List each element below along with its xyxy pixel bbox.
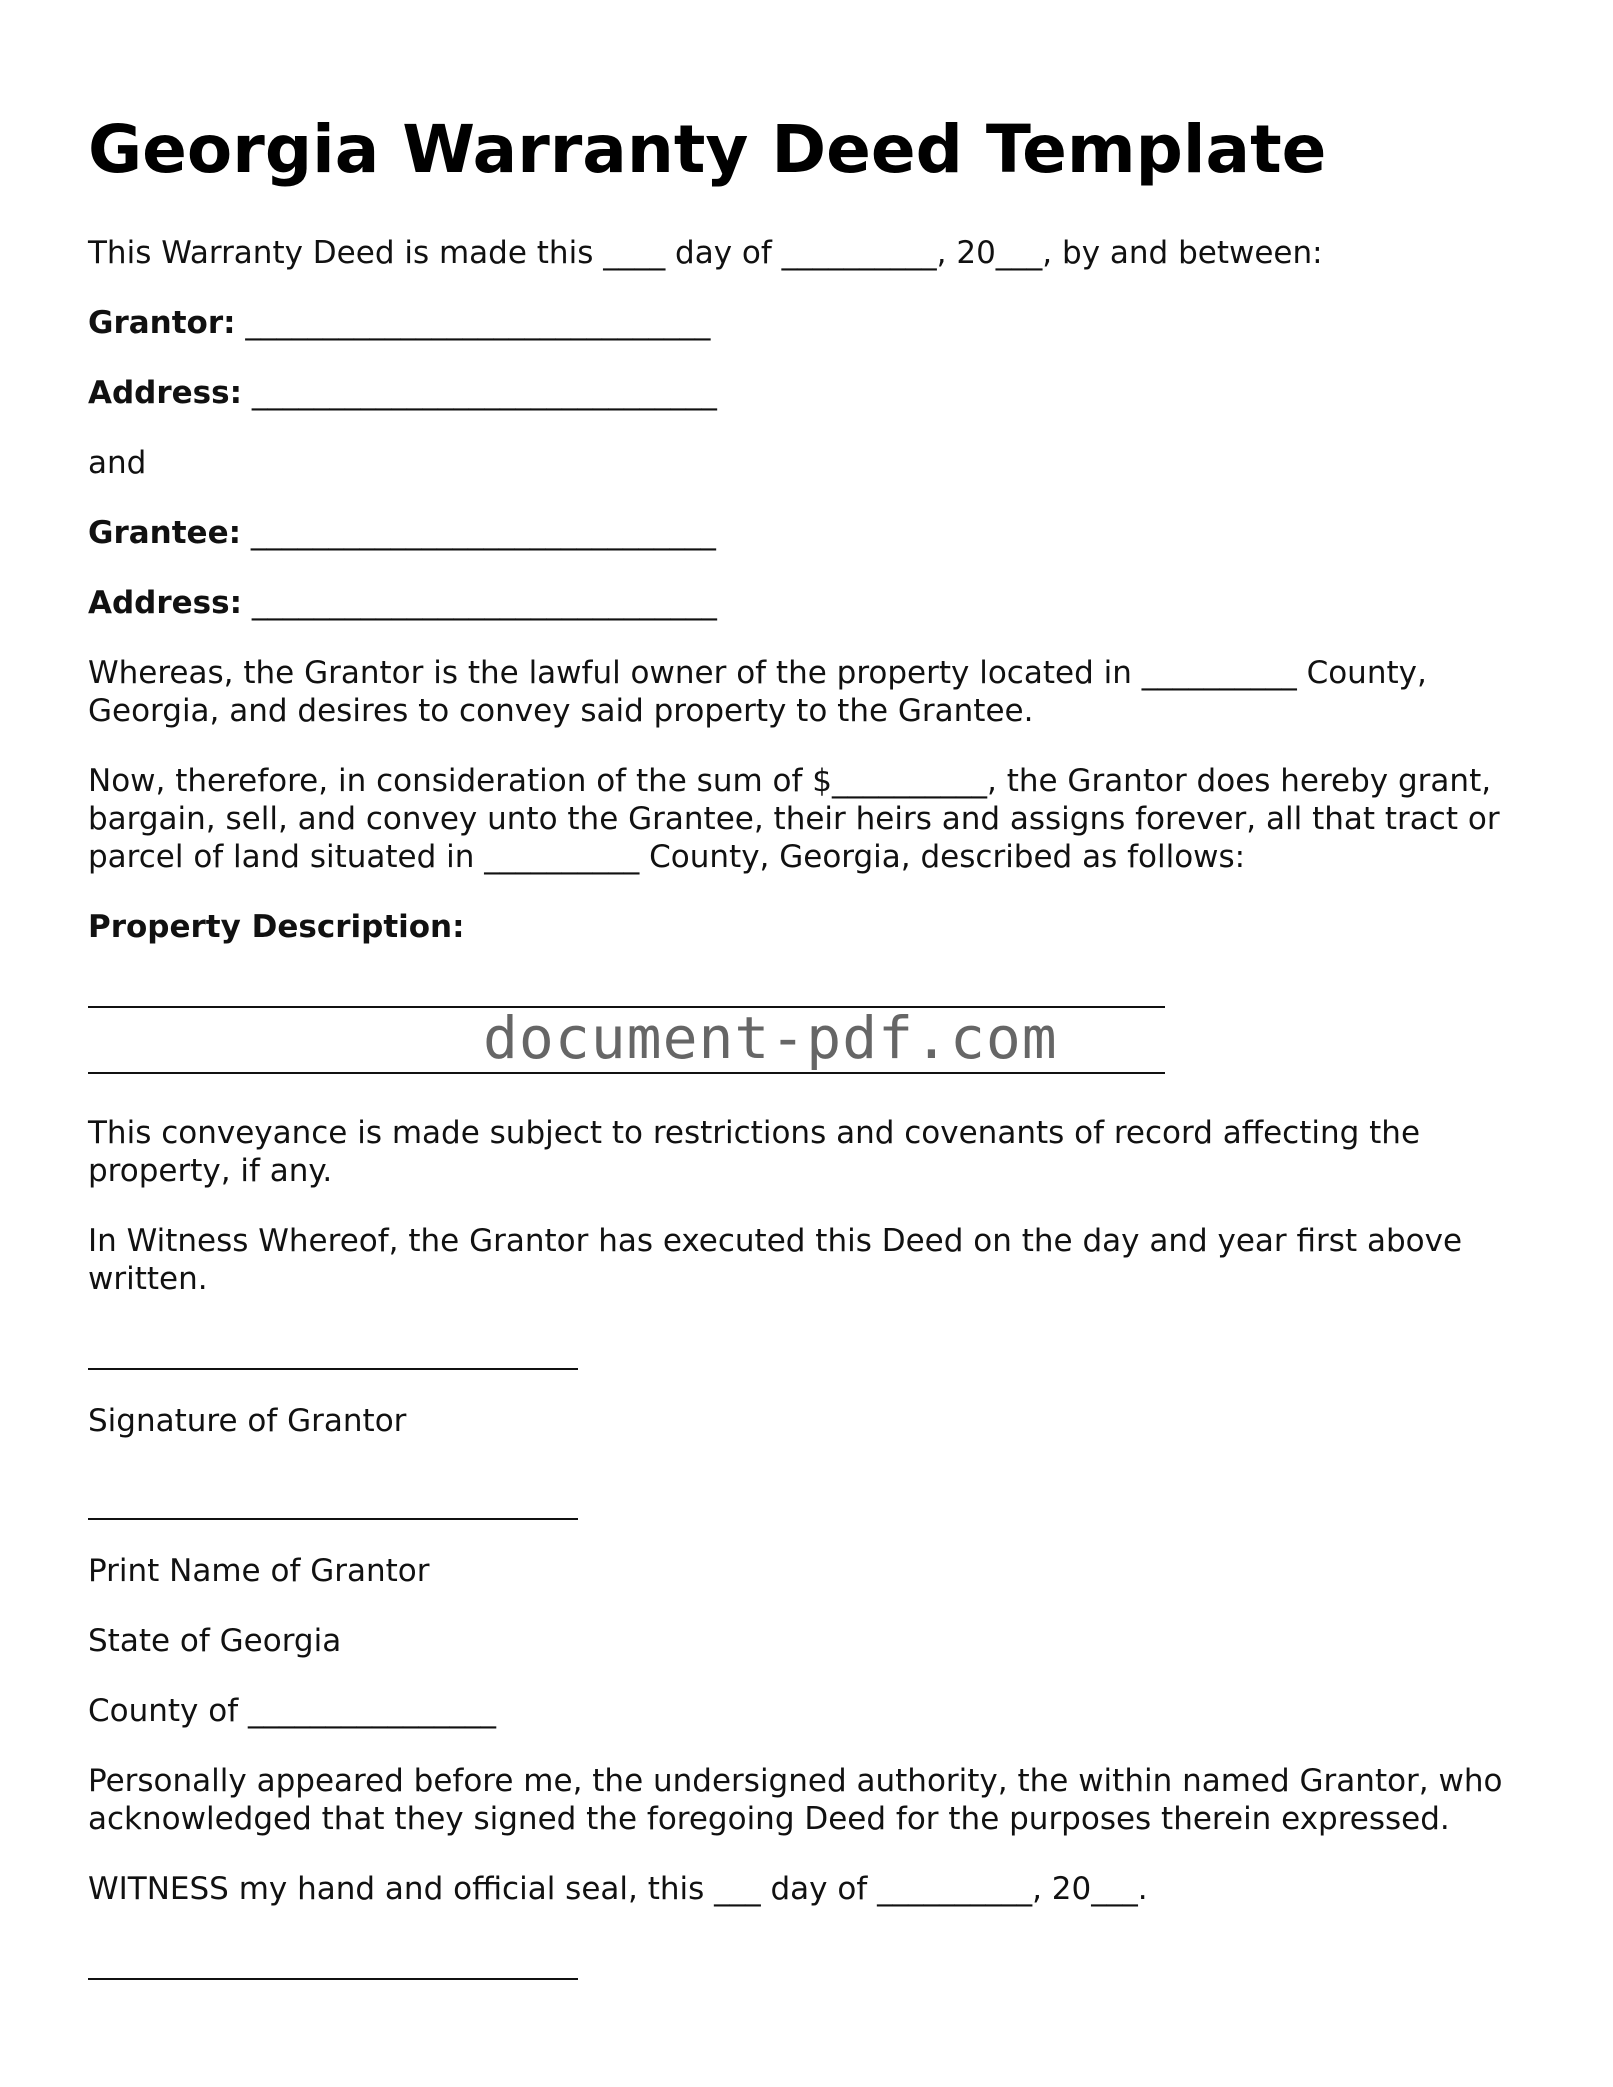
signature-line [88, 1330, 578, 1370]
grantee-address-field [88, 584, 1538, 622]
notary-signature-line [88, 1940, 578, 1980]
property-description-lines [88, 966, 1538, 1074]
grantor-label: Grantor: [88, 305, 236, 341]
grantor-blank: ______________________________ [245, 305, 711, 341]
grantee-field [88, 514, 1538, 552]
state-text: State of Georgia [88, 1623, 342, 1659]
print-name-label: Print Name of Grantor [88, 1553, 430, 1589]
grantor-address-blank: ______________________________ [251, 375, 717, 411]
grantor-address-field [88, 374, 1538, 412]
personally-appeared-paragraph: Personally appeared before me, the undersigned authority, the within named Grantor, who acknowledged that they signed the foregoing Deed for the purposes therein expressed. [88, 1763, 1503, 1837]
grantor-address-label: Address: [88, 375, 242, 411]
grantor-field [88, 304, 1538, 342]
whereas-paragraph: Whereas, the Grantor is the lawful owner of the property located in __________ County, Georgia, and desires to convey said property to the Grantee. [88, 655, 1427, 729]
and-text: and [88, 445, 147, 481]
conveyance-paragraph: This conveyance is made subject to restrictions and covenants of record affecting the property, if any. [88, 1115, 1421, 1189]
county-field: County of ________________ [88, 1693, 496, 1729]
print-name-line [88, 1480, 578, 1520]
witness-whereof-paragraph: In Witness Whereof, the Grantor has executed this Deed on the day and year first above written. [88, 1223, 1463, 1297]
signature-label: Signature of Grantor [88, 1403, 407, 1439]
description-blank-line [88, 1004, 1165, 1074]
grantee-address-blank: ______________________________ [251, 585, 717, 621]
description-blank-line [88, 966, 1165, 1008]
grantee-address-label: Address: [88, 585, 242, 621]
consideration-paragraph: Now, therefore, in consideration of the sum of $__________, the Grantor does hereby grant, bargain, sell, and convey unto the Grantee, their heirs and assigns forever, all that tract or parcel of land situated in __________ County, Georgia, described as follows: [88, 763, 1500, 875]
grantee-blank: ______________________________ [250, 515, 716, 551]
witness-seal-paragraph: WITNESS my hand and official seal, this ___ day of __________, 20___. [88, 1871, 1148, 1907]
grantee-label: Grantee: [88, 515, 241, 551]
watermark: document-pdf.com [483, 1004, 1058, 1072]
document-page [88, 108, 1538, 2012]
intro-paragraph: This Warranty Deed is made this ____ day of __________, 20___, by and between: [88, 235, 1323, 271]
page-title: Georgia Warranty Deed Template [88, 111, 1327, 188]
property-description-label: Property Description: [88, 909, 465, 945]
